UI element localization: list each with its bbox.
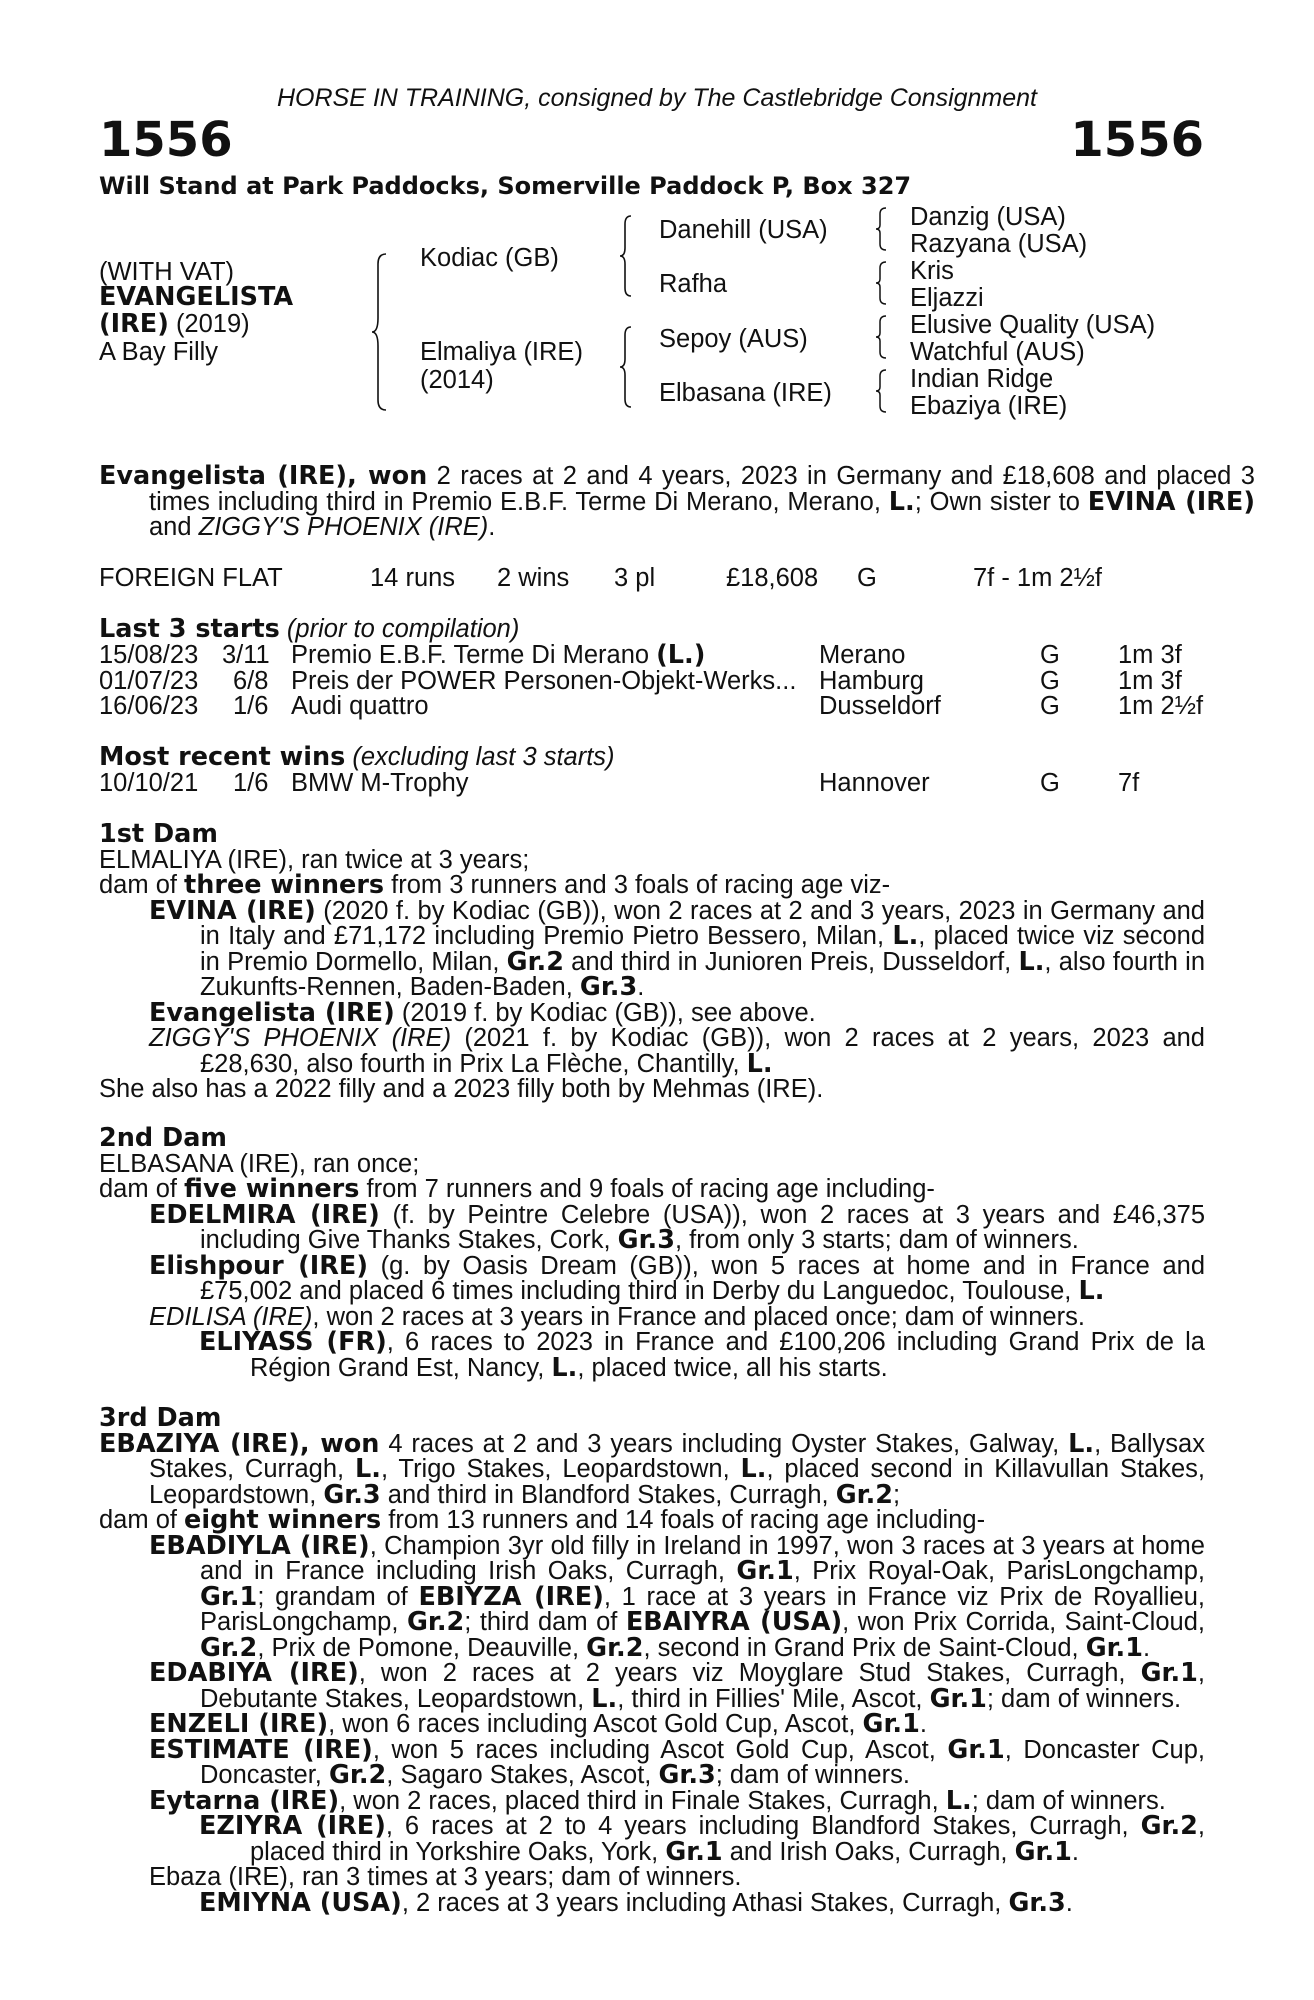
pedigree-brace-dam	[618, 325, 634, 409]
last3-course: Dusseldorf	[819, 692, 941, 720]
last3-distance: 1m 3f	[1118, 641, 1182, 669]
record-going: G	[857, 564, 877, 592]
pedigree-brace-sire	[618, 214, 634, 298]
pedigree-sire: Kodiac (GB)	[420, 244, 559, 272]
horse-description: A Bay Filly	[99, 338, 219, 366]
pedigree-brace-g4-3	[874, 314, 888, 360]
last3-date: 15/08/23	[99, 641, 199, 669]
dam3-title: 3rd Dam	[99, 1403, 222, 1433]
dam3-eziyra: EZIYRA (IRE), 6 races at 2 to 4 years including Blandford Stakes, Curragh, Gr.2, placed third in Yorkshire Oaks, York, Gr.1 and Irish Oaks, Curragh, Gr.1.	[199, 1811, 1205, 1867]
dam3-estimate: ESTIMATE (IRE), won 5 races including Ascot Gold Cup, Ascot, Gr.1, Doncaster Cup, Doncaster, Gr.2, Sagaro Stakes, Ascot, Gr.3; dam of winners.	[149, 1734, 1205, 1790]
last3-distance: 1m 2½f	[1118, 692, 1204, 720]
last3-pos: 6/8	[233, 667, 269, 695]
pedigree-g4-5: Elusive Quality (USA)	[910, 311, 1156, 339]
record-placed: 3 pl	[614, 564, 656, 592]
last3-going: G	[1040, 641, 1060, 669]
last3-course: Hamburg	[819, 667, 924, 695]
recent-win-course: Hannover	[819, 769, 930, 797]
dam3-eytarna: Eytarna (IRE), won 2 races, placed third in Finale Stakes, Curragh, L.; dam of winners.	[149, 1785, 1166, 1816]
dam3-ebaza: Ebaza (IRE), ran 3 times at 3 years; dam of winners.	[149, 1863, 742, 1891]
last3-pos: 3/11	[222, 641, 270, 669]
dam3-emiyna: EMIYNA (USA), 2 races at 3 years including Athasi Stakes, Curragh, Gr.3.	[199, 1887, 1073, 1918]
pedigree-brace-g4-4	[874, 368, 888, 414]
dam2-line2: dam of five winners from 7 runners and 9 foals of racing age including-	[99, 1174, 935, 1204]
last3-date: 16/06/23	[99, 692, 199, 720]
recent-win-distance: 7f	[1118, 769, 1140, 797]
horse-year: (2019)	[168, 310, 250, 338]
dam3-edabiya: EDABIYA (IRE), won 2 races at 2 years viz Moyglare Stud Stakes, Curragh, Gr.1, Debutante Stakes, Leopardstown, L., third in Fillies' Mile, Ascot, Gr.1; dam of winners.	[149, 1658, 1205, 1714]
record-earnings: £18,608	[726, 564, 819, 592]
last3-pos: 1/6	[233, 692, 269, 720]
dam2-elishpour: Elishpour (IRE) (g. by Oasis Dream (GB)), won 5 races at home and in France and £75,002 and placed 6 times including third in Derby du Languedoc, Toulouse, L.	[149, 1250, 1205, 1306]
record-runs: 14 runs	[370, 564, 456, 592]
pedigree-g4-8: Ebaziya (IRE)	[910, 392, 1068, 420]
dam3-ebaziya: EBAZIYA (IRE), won 4 races at 2 and 3 years including Oyster Stakes, Galway, L., Ballysax Stakes, Curragh, L., Trigo Stakes, Leopardstown, L., placed second in Killavullan Stakes, Leopardstown, Gr.3 and third in Blandford Stakes, Curragh, Gr.2;	[99, 1428, 1205, 1510]
last3-date: 01/07/23	[99, 667, 199, 695]
lot-number-left: 1556	[99, 112, 233, 168]
pedigree-sire-dam: Rafha	[659, 270, 728, 298]
last3-race: Audi quattro	[291, 692, 429, 720]
pedigree-dam-dam: Elbasana (IRE)	[659, 379, 832, 407]
pedigree-g4-2: Razyana (USA)	[910, 230, 1088, 258]
record-label: FOREIGN FLAT	[99, 564, 283, 592]
pedigree-g4-1: Danzig (USA)	[910, 203, 1066, 231]
recent-win-going: G	[1040, 769, 1060, 797]
dam1-line2: dam of three winners from 3 runners and 3 foals of racing age viz-	[99, 870, 891, 900]
pedigree-dam-sire: Sepoy (AUS)	[659, 325, 808, 353]
lot-number-right: 1556	[1070, 112, 1204, 168]
recent-wins-heading: Most recent wins (excluding last 3 starts)	[99, 742, 615, 772]
vat-label: (WITH VAT)	[99, 258, 235, 286]
pedigree-g4-4: Eljazzi	[910, 284, 984, 312]
race-summary: Evangelista (IRE), won 2 races at 2 and 4 years, 2023 in Germany and £18,608 and placed 3 times including third in Premio E.B.F. Terme Di Merano, Merano, L.; Own sister to EVINA (IRE) and ZIGGY'S PHOENIX (IRE).	[99, 461, 1255, 541]
dam1-title: 1st Dam	[99, 819, 218, 849]
horse-name: EVANGELISTA	[99, 282, 294, 312]
pedigree-dam: Elmaliya (IRE)	[420, 338, 583, 366]
dam2-eliyass: ELIYASS (FR), 6 races to 2023 in France and £100,206 including Grand Prix de la Région Grand Est, Nancy, L., placed twice, all his starts.	[199, 1327, 1205, 1383]
dam3-ebadiyla: EBADIYLA (IRE), Champion 3yr old filly in Ireland in 1997, won 3 races at 3 years at home and in France including Irish Oaks, Curragh, Gr.1, Prix Royal-Oak, ParisLongchamp, Gr.1; grandam of EBIYZA (IRE), 1 race at 3 years in France viz Prix de Royallieu, ParisLongchamp, Gr.2; third dam of EBAIYRA (USA), won Prix Corrida, Saint-Cloud, Gr.2, Prix de Pomone, Deauville, Gr.2, second in Grand Prix de Saint-Cloud, Gr.1.	[149, 1530, 1205, 1663]
dam1-evangelista: Evangelista (IRE) (2019 f. by Kodiac (GB)), see above.	[149, 997, 816, 1028]
dam2-edilisa: EDILISA (IRE), won 2 races at 3 years in France and placed once; dam of winners.	[149, 1302, 1085, 1331]
dam1-also: She also has a 2022 filly and a 2023 filly both by Mehmas (IRE).	[99, 1075, 824, 1103]
last3-race: Premio E.B.F. Terme Di Merano (L.)	[291, 640, 706, 670]
recent-win-pos: 1/6	[233, 769, 269, 797]
record-wins: 2 wins	[497, 564, 570, 592]
dam2-title: 2nd Dam	[99, 1123, 227, 1153]
pedigree-g4-7: Indian Ridge	[910, 365, 1054, 393]
dam1-ziggy: ZIGGY'S PHOENIX (IRE) (2021 f. by Kodiac (GB)), won 2 races at 2 years, 2023 and £28,630, also fourth in Prix La Flèche, Chantilly, L.	[149, 1024, 1205, 1079]
dam2-edelmira: EDELMIRA (IRE) (f. by Peintre Celebre (USA)), won 2 races at 3 years and £46,375 including Give Thanks Stakes, Cork, Gr.3, from only 3 starts; dam of winners.	[149, 1199, 1206, 1255]
last3-course: Merano	[819, 641, 906, 669]
dam1-line1: ELMALIYA (IRE), ran twice at 3 years;	[99, 845, 530, 874]
horse-name-suffix: (IRE) (2019)	[99, 309, 250, 339]
dam3-enzeli: ENZELI (IRE), won 6 races including Ascot Gold Cup, Ascot, Gr.1.	[149, 1709, 927, 1739]
pedigree-g4-6: Watchful (AUS)	[910, 338, 1085, 366]
pedigree-sire-sire: Danehill (USA)	[659, 216, 828, 244]
pedigree-brace-g4-2	[874, 260, 888, 306]
stand-location: Will Stand at Park Paddocks, Somerville Paddock P, Box 327	[99, 172, 912, 200]
dam1-section	[99, 819, 1206, 1103]
dam2-line1: ELBASANA (IRE), ran once;	[99, 1149, 420, 1178]
last3-distance: 1m 3f	[1118, 667, 1182, 695]
recent-win-race: BMW M-Trophy	[291, 769, 469, 797]
recent-win-date: 10/10/21	[99, 769, 199, 797]
dam1-evina: EVINA (IRE) (2020 f. by Kodiac (GB)), won 2 races at 2 and 3 years, 2023 in Germany and in Italy and £71,172 including Premio Pietro Bessero, Milan, L., placed twice viz second in Premio Dormello, Milan, Gr.2 and third in Junioren Preis, Dusseldorf, L., also fourth in Zukunfts-Rennen, Baden-Baden, Gr.3.	[149, 895, 1206, 1002]
pedigree-g4-3: Kris	[910, 257, 954, 285]
pedigree-brace-main	[370, 252, 390, 412]
pedigree-dam-year: (2014)	[420, 366, 494, 394]
last3-going: G	[1040, 692, 1060, 720]
record-distance: 7f - 1m 2½f	[973, 564, 1102, 592]
last3-going: G	[1040, 667, 1060, 695]
last3-heading: Last 3 starts (prior to compilation)	[99, 614, 520, 644]
pedigree-brace-g4-1	[874, 206, 888, 252]
last3-race: Preis der POWER Personen-Objekt-Werks...	[291, 667, 797, 695]
dam3-section	[99, 1403, 1205, 1918]
dam3-line2: dam of eight winners from 13 runners and 14 foals of racing age including-	[99, 1505, 986, 1535]
dam2-section	[99, 1123, 1206, 1383]
consignment-header: HORSE IN TRAINING, consigned by The Castlebridge Consignment	[276, 84, 1038, 112]
